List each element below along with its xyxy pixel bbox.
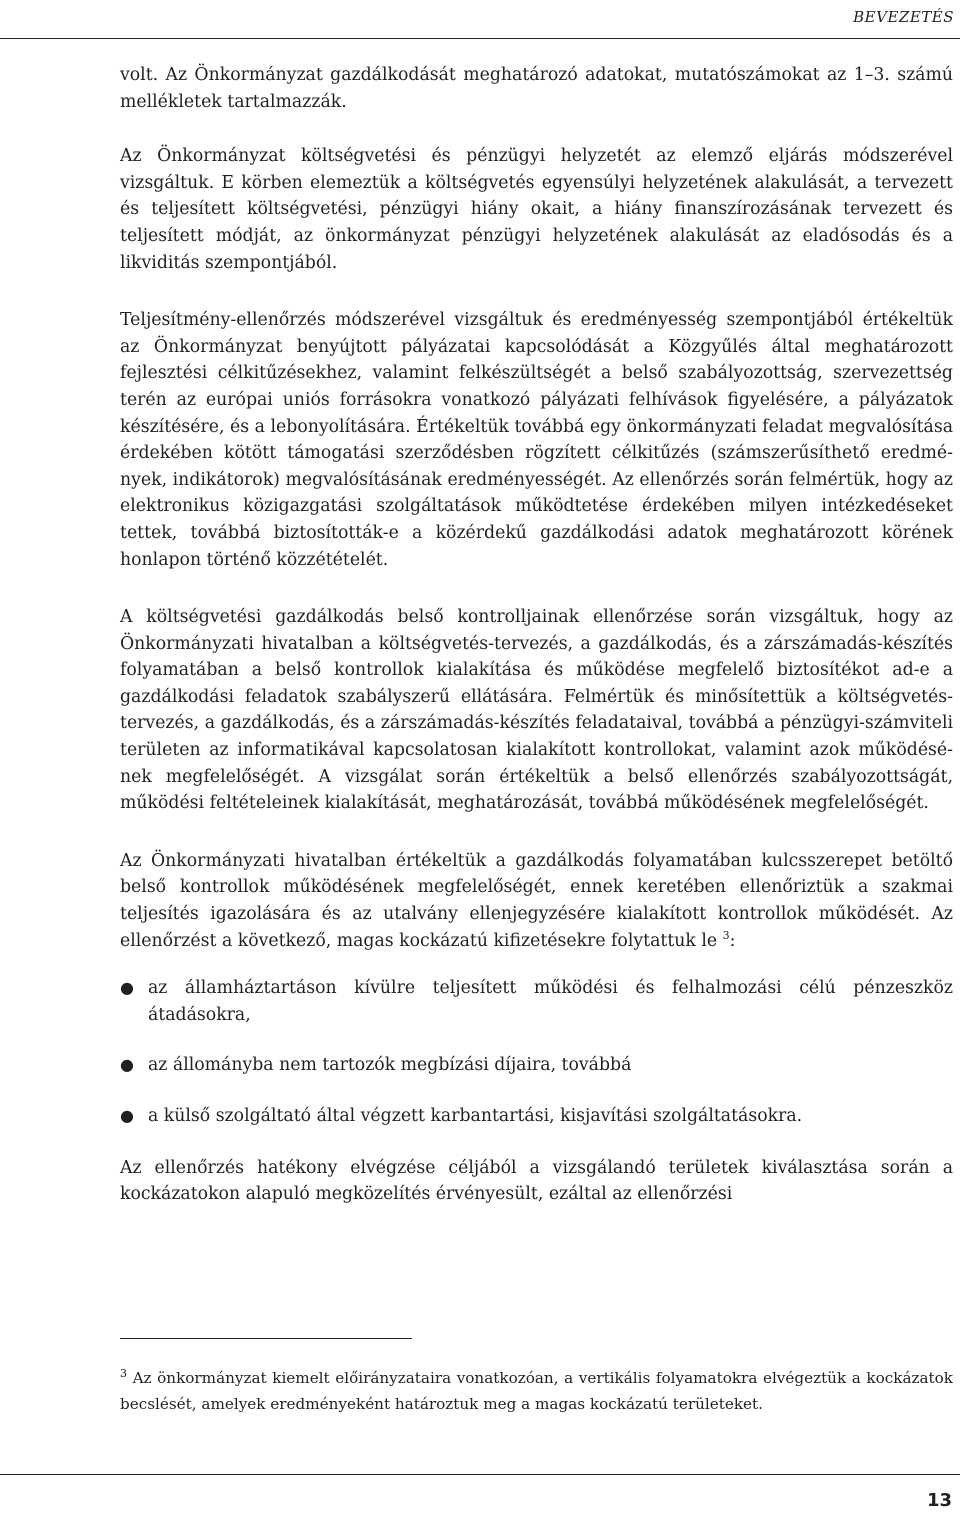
running-header-title: BEVEZETÉS [853,8,954,26]
bullet-icon: ● [120,1106,134,1125]
bullet-icon: ● [120,1055,134,1075]
footnote-number: 3 [120,1366,127,1380]
footnote-reference: 3 [722,928,730,942]
list-item [120,1103,953,1130]
paragraph-payment-controls [120,848,953,954]
list-item-text: az államháztartáson kívülre teljesített működési és felhalmozási célú pénzeszköz átadásokra, [148,978,953,1025]
list-item-text: az állományba nem tartozók megbízási díjaira, továbbá [148,1055,632,1076]
page-header [0,8,960,39]
paragraph-internal-controls: A költségvetési gazdálkodás belső kontrolljainak ellenőrzése során vizsgáltuk, hogy az Önkormányzati hivatalban a költségvetés-tervezés, a gazdálkodás, és a zárszámadás-készítés folyamatában a belső kontrollok kialakítása és működése megfelelő biztosítékot ad-e a gazdálkodási feladatok szabályszerű ellátására. Felmértük és minősítettük a költségvetés-tervezés, a gazdálkodás, és a zárszámadás-készítés feladataival, továbbá a pénzügyi-számviteli területen az informatikával kapcsolatosan kialakított kontrollokat, valamint azok működésének megfelelőségét. A vizsgálat során értékeltük a belső ellenőrzés szabályozottságát, működési feltételeinek kialakítását, meghatározását, továbbá működésének megfelelőségét. [120,607,953,814]
page-body [120,62,953,1239]
list-item [120,975,953,1028]
bullet-list [120,975,953,1129]
paragraph-performance-audit: Teljesítmény-ellenőrzés módszerével vizsgáltuk és eredményesség szempontjából értékeltük az Önkormányzat benyújtott pályázatai kapcsolódását a Közgyűlés által meghatározott fejlesztési célkitűzésekhez, valamint felkészültségét a belső szabályozottság, szervezettség terén az európai uniós forrásokra vonatkozó pályázati felhívások figyelésére, a pályázatok készítésére, és a lebonyolítására. Értékeltük továbbá egy önkormányzati feladat megvalósítása érdekében kötött támogatási szerződésben rögzített célkitűzés (számszerűsíthető eredmények, indikátorok) megvalósításának eredményességét. Az ellenőrzés során felmértük, hogy az elektronikus közigazgatási szolgáltatások működtetése érdekében milyen intézkedéseket tettek, továbbá biztosították-e a közérdekű gazdálkodási adatok meghatározott körének honlapon történő közzétételét. [120,310,953,570]
paragraph-continuation: volt. Az Önkormányzat gazdálkodását meghatározó adatokat, mutatószámokat az 1–3. számú mellékletek tartalmazzák. [120,65,953,112]
paragraph-suffix: : [729,930,736,951]
footer-divider [0,1474,960,1475]
list-item [120,1052,953,1079]
list-item-text: a külső szolgáltató által végzett karbantartási, kisjavítási szolgáltatásokra. [148,1106,803,1126]
footnote-divider [120,1338,412,1339]
paragraph-risk-approach: Az ellenőrzés hatékony elvégzése céljából a vizsgálandó területek kiválasztása során a kockázatokon alapuló megközelítés érvényesült, ezáltal az ellenőrzési [120,1157,953,1205]
footnote-text: Az önkormányzat kiemelt előirányzataira vonatkozóan, a vertikális folyamatokra elvégeztük a kockázatok becslését, amelyek eredményeként határoztuk meg a magas kockázatú területeket. [120,1369,954,1413]
page-number: 13 [926,1490,952,1511]
footnote [120,1365,953,1417]
paragraph-payment-controls-text: Az Önkormányzati hivatalban értékeltük a gazdálkodás folyamatában kulcsszerepet betöltő belső kontrollok működésének megfelelőségét, ennek keretében ellenőriztük a szakmai teljesítés igazolására és az utalvány ellenjegyzésére kialakított kontrollok működését. Az ellenőrzést a következő, magas kockázatú kifizetésekre folytattuk le [120,850,953,951]
paragraph-budget-analysis: Az Önkormányzat költségvetési és pénzügyi helyzetét az elemző eljárás módszerével vizsgáltuk. E körben elemeztük a költségvetés egyensúlyi helyzetének alakulását, a tervezett és teljesített költségvetési, pénzügyi hiány okait, a hiány finanszírozásának tervezett és teljesített módját, az önkormányzat pénzügyi helyzetének alakulását az eladósodás és a likviditás szempontjából. [120,146,953,273]
bullet-icon: ● [120,978,134,998]
